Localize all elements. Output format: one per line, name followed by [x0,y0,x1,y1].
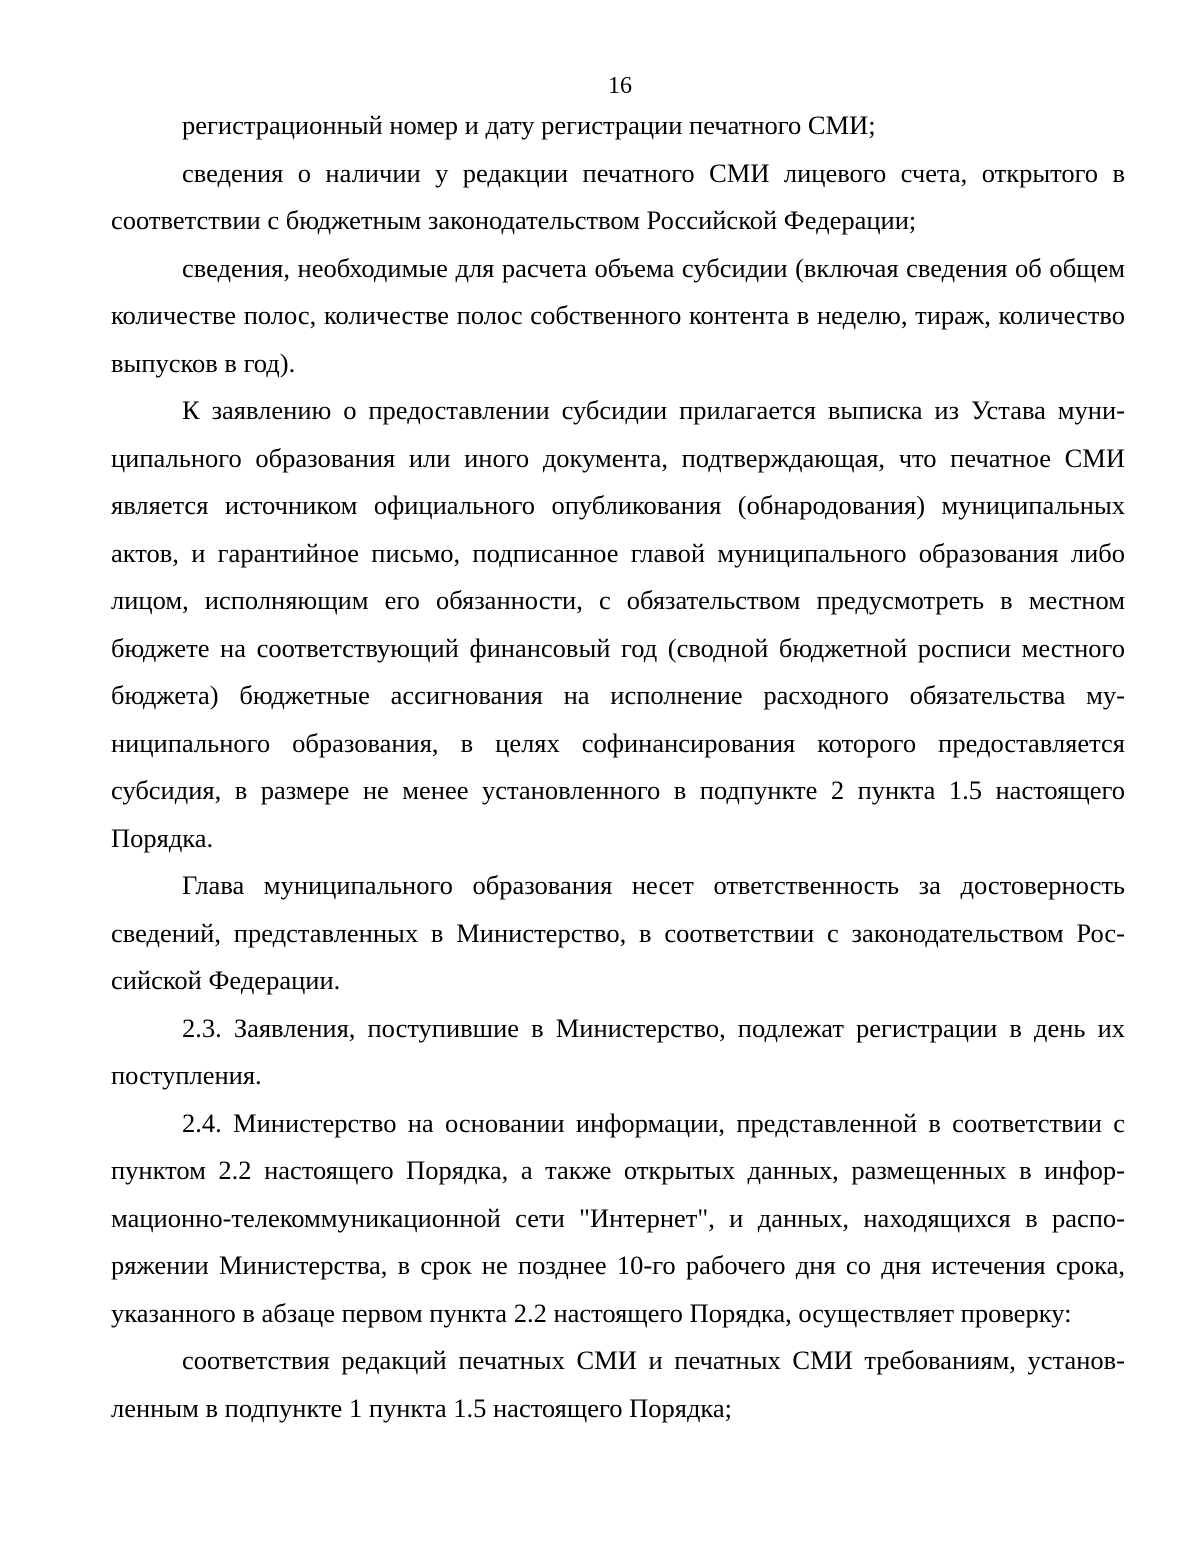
paragraph-personal-account: сведения о наличии у редакции печатного СМИ лицевого счета, открытого в соответствии с бюджетным законодательством Российской Федерации; [111,157,1125,235]
paragraph-2-4: 2.4. Министерство на основании информации, представленной в соответствии с пунктом 2.2 настоящего Порядка, а также открытых данных, размещенных в информационно-телекоммуникационной сети "Интернет", и данных, находящихся в распоряжении Министерства, в срок не позднее 10-го рабочего дня со дня истечения срока, указанного в абзаце первом пункта 2.2 настоящего Порядка, осуществляет проверку: [111,1107,1125,1328]
paragraph-application-attachments: К заявлению о предоставлении субсидии прилагается выписка из Устава муниципального образования или иного документа, подтверждающая, что печатное СМИ является источником официального опубликования (обнародования) муниципальных актов, и гарантийное письмо, подписанное главой муниципального образования либо лицом, исполняющим его обязанности, с обязательством предусмотреть в местном бюджете на соответствующий финансовый год (сводной бюджетной росписи местного бюджета) бюджетные ассигнования на исполнение расходного обязательства муниципального образования, в целях софинансирования которого предоставляется субсидия, в размере не менее установленного в подпункте 2 пункта 1.5 настоящего Порядка. [111,395,1125,853]
paragraph-subsidy-calculation: сведения, необходимые для расчета объема субсидии (включая сведения об общем количестве полос, количестве полос собственного контента в неделю, тираж, количество выпусков в год). [111,252,1125,378]
page-number: 16 [608,73,632,99]
paragraph-2-3: 2.3. Заявления, поступившие в Министерство, подлежат регистрации в день их поступления. [111,1012,1125,1090]
paragraph-compliance-check: соответствия редакций печатных СМИ и печатных СМИ требованиям, установленным в подпункте 1 пункта 1.5 настоящего Порядка; [111,1345,1125,1423]
paragraph-responsibility: Глава муниципального образования несет ответственность за достоверность сведений, представленных в Министерство, в соответствии с законодательством Российской Федерации. [111,870,1125,995]
document-body [111,102,1125,1432]
paragraph-registration-number: регистрационный номер и дату регистрации печатного СМИ; [182,110,876,140]
